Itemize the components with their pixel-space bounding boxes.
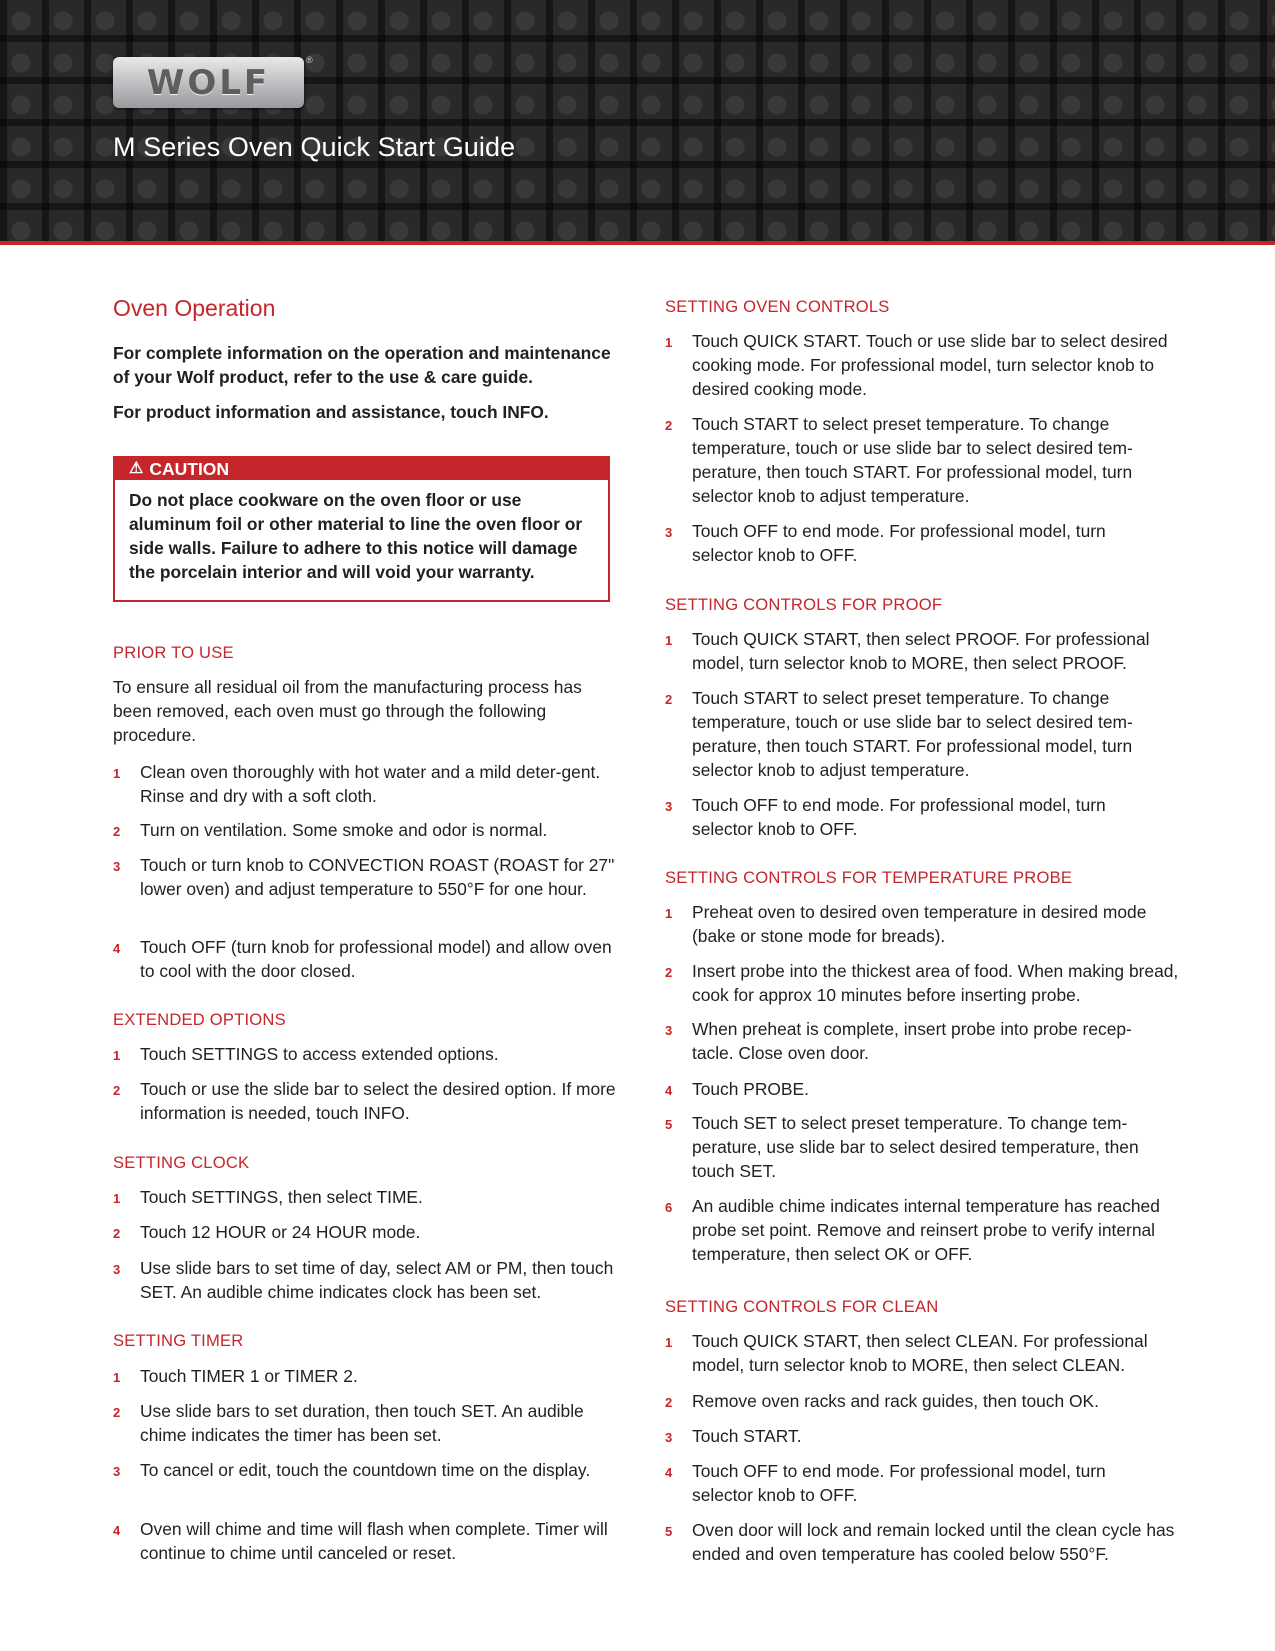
intro-paragraph: For complete information on the operation and maintenance of your Wolf product, refer to the use & care guide. (113, 343, 611, 387)
step-text: Clean oven thoroughly with hot water and a mild deter-gent. Rinse and dry with a soft cloth. (140, 762, 601, 806)
step-number: 2 (113, 824, 121, 839)
step-number: 1 (113, 1191, 121, 1206)
list-item (113, 1364, 618, 1390)
step-text: Touch PROBE. (692, 1079, 809, 1099)
step-text: Touch SETTINGS to access extended options. (140, 1044, 499, 1064)
caution-header (115, 458, 608, 480)
list-item (665, 519, 1170, 567)
step-text: Preheat oven to desired oven temperature in desired mode (bake or stone mode for breads). (692, 902, 1147, 946)
intro-info-paragraph: For product information and assistance, touch INFO. (113, 402, 549, 422)
page-title: M Series Oven Quick Start Guide (113, 132, 516, 162)
step-number: 2 (665, 692, 673, 707)
list-item (113, 1517, 618, 1565)
step-number: 6 (665, 1200, 673, 1215)
step-text: An audible chime indicates internal temperature has reached probe set point. Remove and reinsert probe to verify internal temperature, then select OK or OFF. (692, 1196, 1160, 1264)
step-number: 4 (113, 941, 121, 956)
list-item (665, 686, 1170, 782)
step-text: Touch QUICK START, then select PROOF. For professional model, turn selector knob to MORE, then select PROOF. (692, 629, 1150, 673)
step-number: 1 (665, 1335, 673, 1350)
list-item (665, 1459, 1170, 1507)
step-text: Use slide bars to set time of day, select AM or PM, then touch SET. An audible chime indicates clock has been set. (140, 1258, 614, 1302)
section-heading: Oven Operation (113, 295, 276, 321)
caution-text: Do not place cookware on the oven floor or use aluminum foil or other material to line the oven floor or side walls. Failure to adhere to this notice will damage the porcelain interior and will void your warranty. (129, 490, 583, 582)
step-number: 3 (113, 1464, 121, 1479)
step-number: 1 (665, 335, 673, 350)
list-item (665, 1194, 1170, 1266)
step-text: Turn on ventilation. Some smoke and odor is normal. (140, 820, 548, 840)
step-text: Touch OFF to end mode. For professional model, turn selector knob to OFF. (692, 1461, 1106, 1505)
step-text: Touch START to select preset temperature. To change temperature, touch or use slide bar to select desired tem-perature, then touch START. For professional model, turn selector knob to adjust temperature. (692, 414, 1133, 506)
list-item (113, 853, 618, 901)
warning-icon: ⚠ (129, 460, 144, 477)
step-text: Touch TIMER 1 or TIMER 2. (140, 1366, 358, 1386)
subhead-temperature-probe: SETTING CONTROLS FOR TEMPERATURE PROBE (665, 868, 1073, 887)
step-number: 3 (665, 799, 673, 814)
step-text: Remove oven racks and rack guides, then touch OK. (692, 1391, 1099, 1411)
caution-label: CAUTION (149, 459, 230, 479)
subhead-extended-options: EXTENDED OPTIONS (113, 1010, 286, 1029)
step-number: 3 (665, 1023, 673, 1038)
step-text: Insert probe into the thickest area of food. When making bread, cook for approx 10 minutes before inserting probe. (692, 961, 1179, 1005)
step-text: Oven door will lock and remain locked until the clean cycle has ended and oven temperature has cooled below 550°F. (692, 1520, 1175, 1564)
list-item (665, 900, 1183, 948)
list-item (665, 1077, 1170, 1103)
list-item (665, 1389, 1170, 1415)
list-item (665, 1329, 1170, 1377)
brand-name: WOLF (146, 62, 271, 103)
step-number: 4 (665, 1083, 673, 1098)
step-text: Touch 12 HOUR or 24 HOUR mode. (140, 1222, 421, 1242)
step-number: 5 (665, 1117, 673, 1132)
step-text: Touch SETTINGS, then select TIME. (140, 1187, 423, 1207)
list-item (113, 1220, 618, 1246)
list-item (113, 935, 618, 983)
list-item (665, 1424, 1170, 1450)
step-text: Touch OFF to end mode. For professional model, turn selector knob to OFF. (692, 521, 1106, 565)
step-number: 1 (665, 906, 673, 921)
registered-mark: ® (306, 55, 313, 65)
subhead-oven-controls: SETTING OVEN CONTROLS (665, 297, 890, 316)
step-text: Touch or use the slide bar to select the desired option. If more information is needed, touch INFO. (140, 1079, 616, 1123)
step-number: 3 (113, 1262, 121, 1277)
step-number: 2 (113, 1405, 121, 1420)
subhead-clean: SETTING CONTROLS FOR CLEAN (665, 1297, 939, 1316)
step-number: 4 (665, 1465, 673, 1480)
list-item (113, 1399, 618, 1447)
list-item (665, 412, 1170, 508)
step-text: When preheat is complete, insert probe into probe recep-tacle. Close oven door. (692, 1019, 1132, 1063)
step-text: Touch OFF to end mode. For professional model, turn selector knob to OFF. (692, 795, 1106, 839)
step-text: Touch START. (692, 1426, 802, 1446)
step-text: To cancel or edit, touch the countdown time on the display. (140, 1460, 591, 1480)
step-text: Touch QUICK START. Touch or use slide bar to select desired cooking mode. For professional model, turn selector knob to desired cooking mode. (692, 331, 1168, 399)
list-item (113, 1256, 625, 1304)
list-item (665, 1518, 1183, 1566)
step-number: 1 (113, 1048, 121, 1063)
step-number: 1 (665, 633, 673, 648)
step-number: 1 (113, 1370, 121, 1385)
step-number: 3 (665, 525, 673, 540)
header-divider (0, 241, 1275, 245)
step-number: 1 (113, 766, 121, 781)
step-number: 3 (113, 859, 121, 874)
step-text: Touch SET to select preset temperature. To change tem-perature, use slide bar to select desired temperature, then touch SET. (692, 1113, 1139, 1181)
subhead-setting-clock: SETTING CLOCK (113, 1153, 250, 1172)
wolf-logo (113, 57, 304, 108)
subhead-proof: SETTING CONTROLS FOR PROOF (665, 595, 943, 614)
subhead-prior-to-use: PRIOR TO USE (113, 643, 234, 662)
caution-box (113, 456, 610, 602)
step-text: Touch or turn knob to CONVECTION ROAST (ROAST for 27" lower oven) and adjust temperature to 550°F for one hour. (140, 855, 615, 899)
list-item (665, 1017, 1170, 1065)
prior-to-use-intro: To ensure all residual oil from the manufacturing process has been removed, each oven must go through the following procedure. (113, 677, 582, 745)
step-text: Use slide bars to set duration, then touch SET. An audible chime indicates the timer has been set. (140, 1401, 584, 1445)
list-item (113, 760, 618, 808)
subhead-setting-timer: SETTING TIMER (113, 1331, 244, 1350)
list-item (665, 627, 1170, 675)
list-item (665, 959, 1183, 1007)
step-number: 2 (113, 1083, 121, 1098)
list-item (113, 1185, 618, 1211)
step-number: 2 (113, 1226, 121, 1241)
step-number: 2 (665, 965, 673, 980)
list-item (665, 1111, 1170, 1183)
list-item (665, 329, 1170, 401)
step-number: 5 (665, 1524, 673, 1539)
step-number: 4 (113, 1523, 121, 1538)
list-item (113, 818, 618, 844)
list-item (113, 1042, 618, 1068)
list-item (113, 1077, 618, 1125)
step-text: Oven will chime and time will flash when complete. Timer will continue to chime until canceled or reset. (140, 1519, 608, 1563)
list-item (665, 793, 1170, 841)
step-text: Touch QUICK START, then select CLEAN. For professional model, turn selector knob to MORE, then select CLEAN. (692, 1331, 1148, 1375)
step-number: 2 (665, 418, 673, 433)
step-text: Touch OFF (turn knob for professional model) and allow oven to cool with the door closed. (140, 937, 612, 981)
list-item (113, 1458, 618, 1484)
step-text: Touch START to select preset temperature. To change temperature, touch or use slide bar to select desired tem-perature, then touch START. For professional model, turn selector knob to adjust temperature. (692, 688, 1133, 780)
step-number: 2 (665, 1395, 673, 1410)
header-banner (0, 0, 1275, 241)
step-number: 3 (665, 1430, 673, 1445)
